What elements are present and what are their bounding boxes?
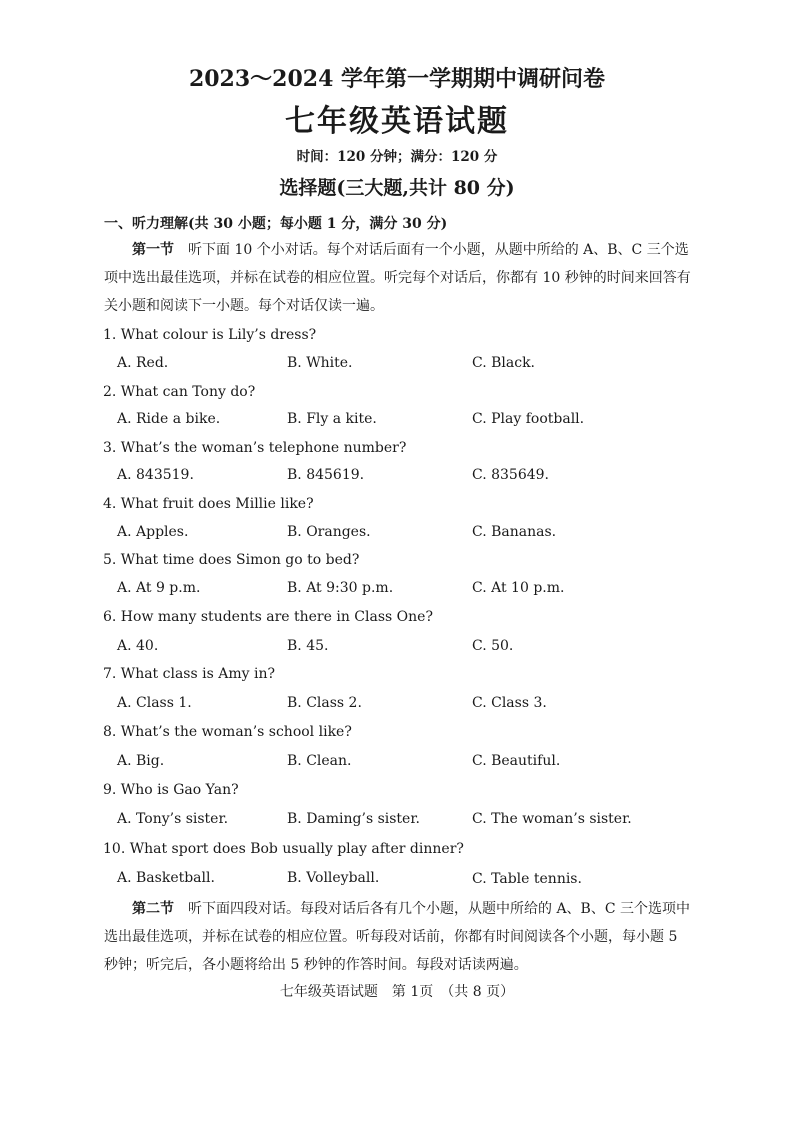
question-7-option-c: C. Class 3.	[472, 695, 547, 711]
question-10-option-b: B. Volleyball.	[287, 870, 380, 886]
question-4: 4. What fruit does Millie like?	[103, 496, 314, 512]
exam-title: 2023～2024 学年第一学期期中调研问卷	[188, 66, 606, 92]
question-3-option-a: A. 843519.	[117, 467, 194, 483]
page-footer: 七年级英语试题 第 1页 （共 8 页）	[279, 984, 515, 1000]
question-4-option-c: C. Bananas.	[472, 524, 557, 540]
question-5: 5. What time does Simon go to bed?	[103, 552, 360, 568]
question-2-option-a: A. Ride a bike.	[117, 411, 221, 427]
part-title: 选择题(三大题,共计 80 分)	[279, 177, 515, 199]
question-9: 9. Who is Gao Yan?	[103, 782, 239, 798]
question-1-option-c: C. Black.	[472, 355, 535, 371]
time-score: 时间：120 分钟；满分：120 分	[296, 149, 498, 165]
question-8: 8. What’s the woman’s school like?	[103, 724, 352, 740]
question-7-option-b: B. Class 2.	[287, 695, 362, 711]
question-10-option-a: A. Basketball.	[117, 870, 215, 886]
question-3-option-c: C. 835649.	[472, 467, 550, 483]
question-5-option-b: B. At 9:30 p.m.	[287, 580, 394, 596]
question-1-option-b: B. White.	[287, 355, 353, 371]
question-5-option-c: C. At 10 p.m.	[472, 580, 565, 596]
question-6-option-b: B. 45.	[287, 638, 329, 654]
question-6-option-c: C. 50.	[472, 638, 514, 654]
question-1: 1. What colour is Lily’s dress?	[103, 327, 317, 343]
question-7-option-a: A. Class 1.	[117, 695, 192, 711]
question-7: 7. What class is Amy in?	[103, 666, 275, 682]
question-9-option-a: A. Tony’s sister.	[117, 811, 229, 827]
question-8-option-a: A. Big.	[117, 753, 165, 769]
question-4-option-b: B. Oranges.	[287, 524, 371, 540]
part1-tag: 第一节	[132, 242, 174, 258]
part2-instructions	[104, 895, 694, 979]
question-8-option-c: C. Beautiful.	[472, 753, 561, 769]
question-8-option-b: B. Clean.	[287, 753, 352, 769]
question-6-option-a: A. 40.	[117, 638, 159, 654]
question-10-option-c: C. Table tennis.	[472, 871, 582, 887]
question-4-option-a: A. Apples.	[117, 524, 189, 540]
question-9-option-c: C. The woman’s sister.	[472, 811, 632, 827]
question-1-option-a: A. Red.	[117, 355, 169, 371]
question-2-option-c: C. Play football.	[472, 411, 585, 427]
section1-title: 一、听力理解(共 30 小题；每小题 1 分，满分 30 分)	[104, 216, 448, 232]
question-2-option-b: B. Fly a kite.	[287, 411, 377, 427]
question-6: 6. How many students are there in Class One?	[103, 609, 433, 625]
question-9-option-b: B. Daming’s sister.	[287, 811, 420, 827]
question-3: 3. What’s the woman’s telephone number?	[103, 440, 407, 456]
question-5-option-a: A. At 9 p.m.	[117, 580, 201, 596]
subject-title: 七年级英语试题	[285, 104, 509, 139]
question-10: 10. What sport does Bob usually play after dinner?	[103, 841, 464, 857]
part2-tag: 第二节	[132, 901, 174, 917]
part2-text: 听下面四段对话。每段对话后各有几个小题，从题中所给的 A、B、C 三个选项中选出最佳选项，并标在试卷的相应位置。听每段对话前，你都有时间阅读各个小题，每小题 5 秒钟；听完后，各小题将给出 5 秒钟的作答时间。每段对话读两遍。	[104, 901, 691, 973]
question-2: 2. What can Tony do?	[103, 384, 256, 400]
part1-text: 听下面 10 个小对话。每个对话后面有一个小题，从题中所给的 A、B、C 三个选项中选出最佳选项，并标在试卷的相应位置。听完每个对话后，你都有 10 秒钟的时间来回答有关小题和阅读下一小题。每个对话仅读一遍。	[104, 242, 691, 314]
part1-instructions	[104, 236, 694, 320]
question-3-option-b: B. 845619.	[287, 467, 365, 483]
